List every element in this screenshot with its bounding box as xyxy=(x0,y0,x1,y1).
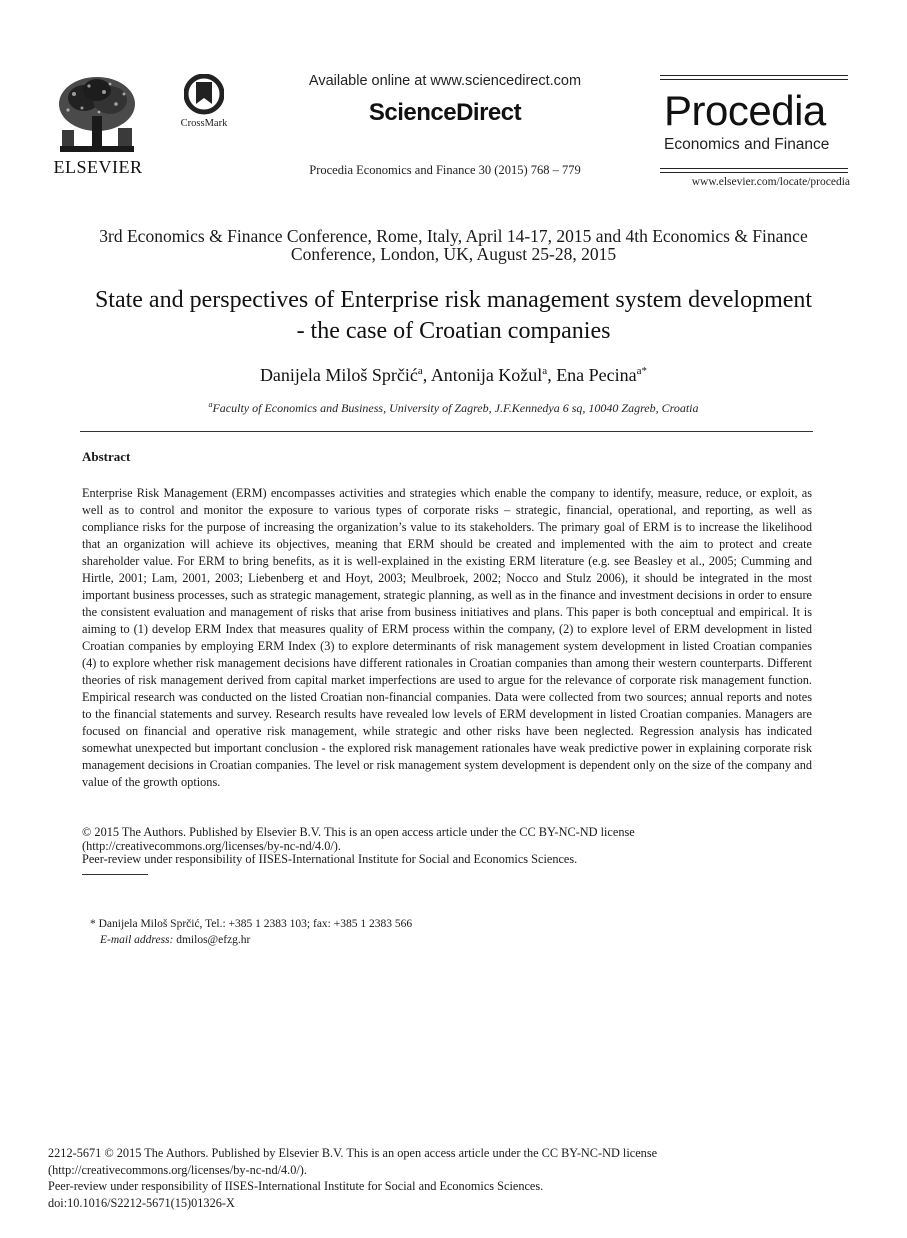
corresponding-author-marker: a* xyxy=(636,365,648,377)
copyright-block xyxy=(82,826,812,867)
doi-link[interactable]: doi:10.1016/S2212-5671(15)01326-X xyxy=(48,1195,235,1210)
crossmark-label: CrossMark xyxy=(180,118,228,129)
author-affiliation-marker: a xyxy=(542,365,548,377)
procedia-top-rule xyxy=(660,75,848,76)
affiliation xyxy=(90,400,817,416)
procedia-url-link[interactable]: www.elsevier.com/locate/procedia xyxy=(691,176,850,188)
procedia-top-rule-2 xyxy=(660,79,848,80)
abstract-body: Enterprise Risk Management (ERM) encompasses activities and strategies which enable the company to identify, measure, reduce, or exploit, as well as to control and monitor the exposure to various types of corporate risks – strategic, financial, operational, and reporting, as well as compliance risks for the purpose of increasing the organization’s value to its stakeholders. The primary goal of ERM is to increase the likelihood that an organization will achieve its objectives, meaning that ERM should be created and implemented with the aim to protect and create shareholder value. For ERM to bring benefits, as it is well-explained in the existing ERM literature (e.g. see Beasley et al., 2005; Cumming and Hirtle, 2001; Lam, 2001, 2003; Liebenberg et and Hoyt, 2003; Meulbroek, 2002; Nocco and Stulz 2006), it should be integrated in the most important business processes, such as strategic management, strategic planning, as well as in the finance and investment decisions in order to ensure the consistent evaluation and management of risks that arise from business initiatives and plans. This paper is both conceptual and empirical. It is aiming to (1) develop ERM Index that measures quality of ERM process within the company, (2) to explore level of ERM development in listed Croatian companies by employing ERM Index (3) to explore determinants of risk management system development in listed Croatian companies (4) to explore whether risk management decisions have different rationales in Croatian companies than among their western counterparts. Different theories of risk management derived from capital market imperfections are used to argue for the relevance of corporate risk management function. Empirical research was conducted on the listed Croatian non-financial companies. Data were collected from two sources; annual reports and notes to the financial statements and survey. Research results have revealed low levels of ERM development in listed Croatian companies. Managers are focused on financial and operative risk management, while strategic and other risks have been neglected. Regression analysis has indicated somewhat unexpected but important conclusion - the explored risk management rationales have weak predictive power in explaining corporate risk management decisions in Croatian companies. The level or risk management system development is dependent only on the size of the company and value of the growth options. xyxy=(82,486,812,789)
peer-review-statement: Peer-review under responsibility of IISES-International Institute for Social and Economics Sciences. xyxy=(82,852,578,866)
bottom-license-link[interactable]: (http://creativecommons.org/licenses/by-nc-nd/4.0/). xyxy=(48,1162,307,1177)
conference-line: 3rd Economics & Finance Conference, Rome, Italy, April 14-17, 2015 and 4th Economics & Finance Conference, London, UK, August 25-28, 2015 xyxy=(99,226,808,264)
procedia-bottom-rule xyxy=(660,168,848,169)
copyright-statement: © 2015 The Authors. Published by Elsevier B.V. This is an open access article under the CC BY-NC-ND license xyxy=(82,825,635,839)
corresponding-author-footnote xyxy=(90,916,790,948)
abstract-heading: Abstract xyxy=(82,449,131,464)
author-affiliation-marker: a xyxy=(417,365,423,377)
email-label: E-mail address: xyxy=(100,934,174,946)
paper-title: State and perspectives of Enterprise risk management system development - the case of Croatian companies xyxy=(94,287,813,344)
email-address-link[interactable]: dmilos@efzg.hr xyxy=(176,934,251,946)
author-name: Ena Pecina xyxy=(556,365,637,385)
procedia-journal-logo xyxy=(660,75,850,193)
affiliation-text: Faculty of Economics and Business, University of Zagreb, J.F.Kennedya 6 sq, 10040 Zagreb, Croatia xyxy=(212,401,699,415)
sciencedirect-logo: ScienceDirect xyxy=(368,99,522,126)
bottom-license-block xyxy=(48,1145,848,1211)
author-separator: , xyxy=(422,365,431,385)
author-name: Antonija Kožul xyxy=(430,365,543,385)
email-line xyxy=(90,932,790,948)
footnote-divider xyxy=(82,874,148,875)
bottom-peer-review: Peer-review under responsibility of IISES-International Institute for Social and Economics Sciences. xyxy=(48,1179,544,1193)
available-online-text: Available online at www.sciencedirect.com xyxy=(308,73,582,89)
procedia-wordmark: Procedia xyxy=(664,87,826,134)
contact-line: * Danijela Miloš Sprčić, Tel.: +385 1 2383 103; fax: +385 1 2383 566 xyxy=(90,918,413,930)
author-name: Danijela Miloš Sprčić xyxy=(259,365,418,385)
procedia-bottom-rule-2 xyxy=(660,172,848,173)
journal-citation: Procedia Economics and Finance 30 (2015) 768 – 779 xyxy=(309,163,581,177)
elsevier-tree-icon xyxy=(54,74,140,154)
elsevier-wordmark: ELSEVIER xyxy=(53,157,143,177)
header-divider xyxy=(80,431,813,432)
license-link[interactable]: (http://creativecommons.org/licenses/by-nc-nd/4.0/). xyxy=(82,838,341,853)
author-list xyxy=(90,365,817,386)
elsevier-logo xyxy=(50,74,146,178)
affiliation-marker: a xyxy=(208,400,213,409)
author-separator: , xyxy=(547,365,557,385)
issn-copyright-line: 2212-5671 © 2015 The Authors. Published by Elsevier B.V. This is an open access article under the CC BY-NC-ND license xyxy=(48,1146,658,1160)
procedia-subtitle: Economics and Finance xyxy=(664,136,830,153)
